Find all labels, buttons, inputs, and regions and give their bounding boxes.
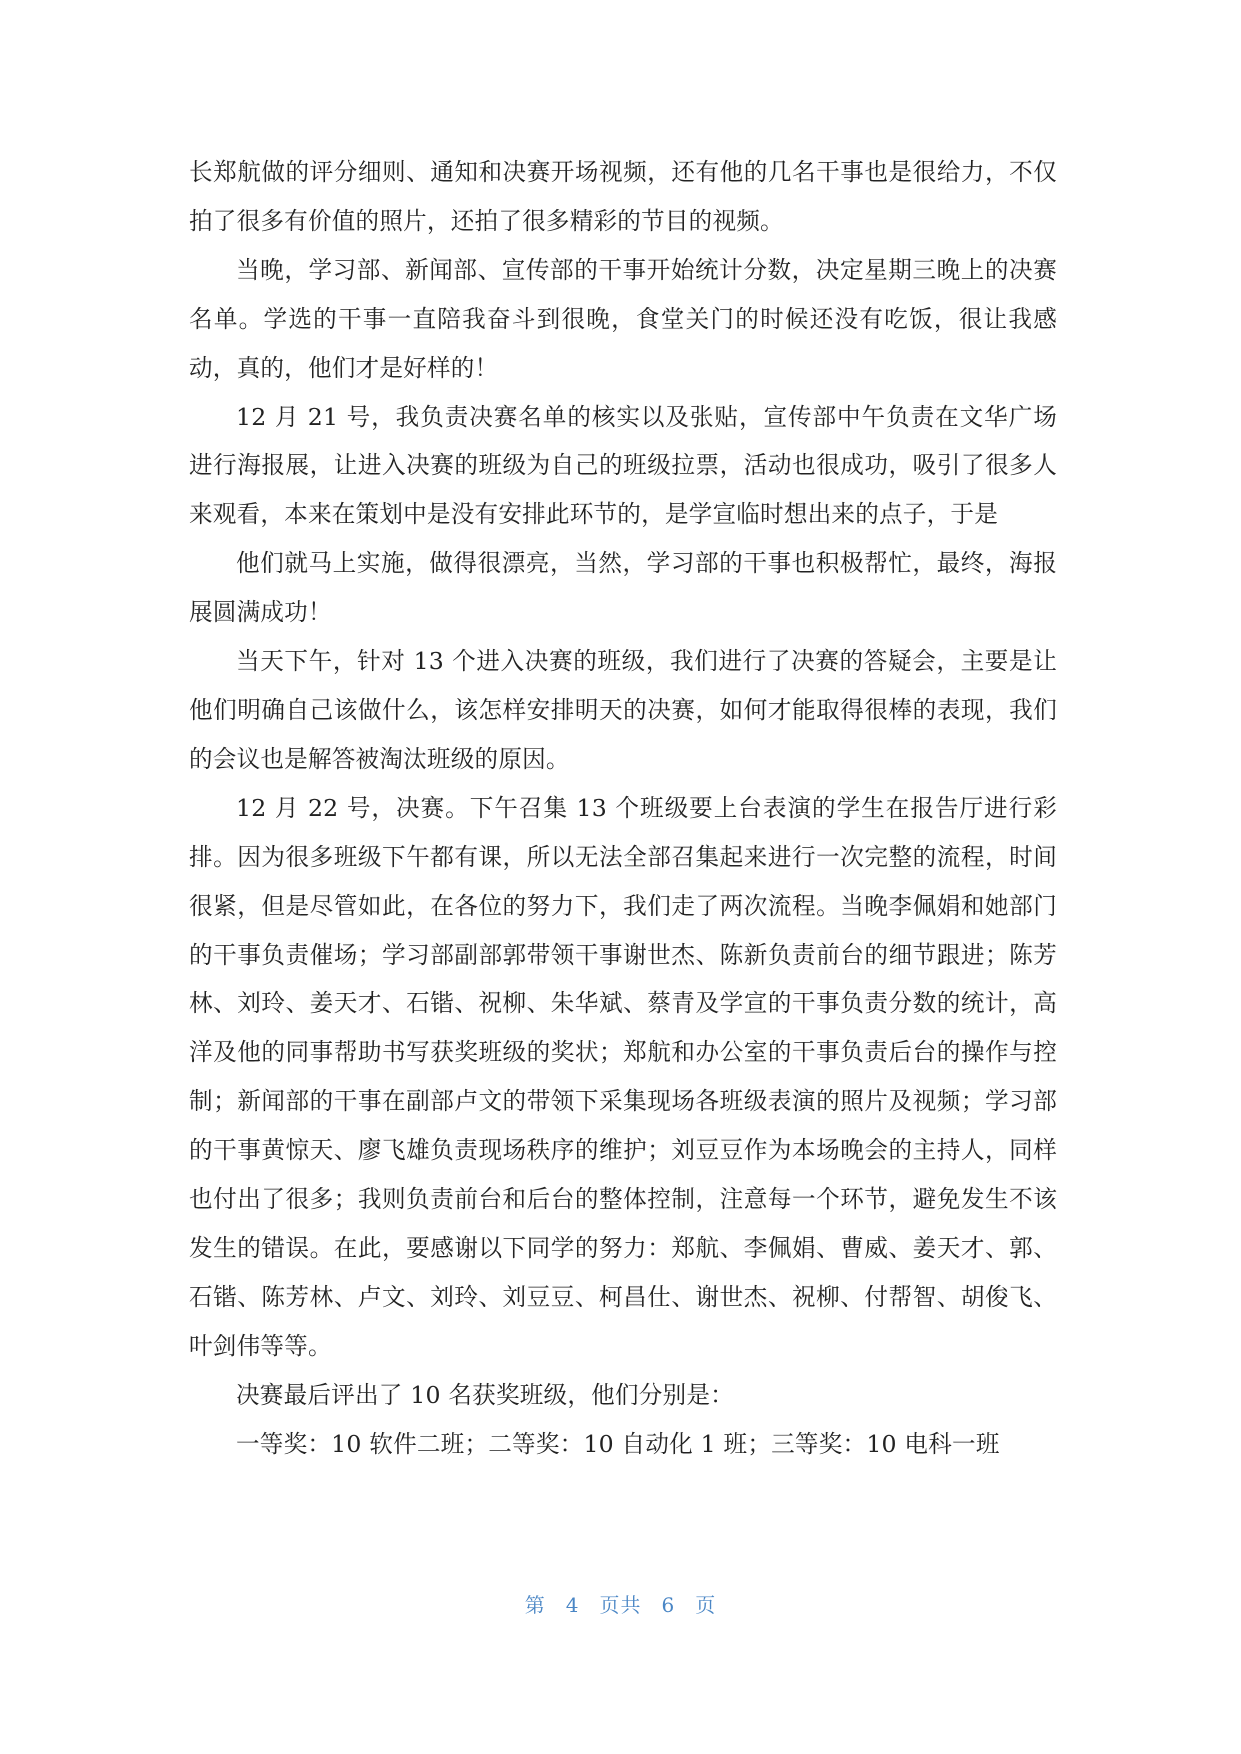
document-body	[189, 148, 1057, 1468]
page-label-suffix: 页	[695, 1593, 717, 1617]
paragraph-dec21-poster-show: 12 月 21 号，我负责决赛名单的核实以及张贴，宣传部中午负责在文华广场进行海报展，让进入决赛的班级为自己的班级拉票，活动也很成功，吸引了很多人来观看，本来在策划中是没有安排此环节的，是学宣临时想出来的点子，于是	[189, 402, 1057, 529]
paragraph-evening-scoring: 当晚，学习部、新闻部、宣传部的干事开始统计分数，决定星期三晚上的决赛名单。学选的干事一直陪我奋斗到很晚，食堂关门的时候还没有吃饭，很让我感动，真的，他们才是好样的！	[189, 255, 1057, 382]
paragraph-qa-meeting: 当天下午，针对 13 个进入决赛的班级，我们进行了决赛的答疑会，主要是让他们明确自己该做什么，该怎样安排明天的决赛，如何才能取得很棒的表现，我们的会议也是解答被淘汰班级的原因。	[189, 647, 1057, 773]
paragraph-results-intro: 决赛最后评出了 10 名获奖班级，他们分别是：	[236, 1380, 734, 1409]
page-footer	[0, 1589, 1241, 1618]
paragraph-poster-show-success: 他们就马上实施，做得很漂亮，当然，学习部的干事也积极帮忙，最终，海报展圆满成功！	[189, 549, 1057, 627]
page-label-mid: 页共	[599, 1593, 642, 1617]
paragraph-awards: 一等奖：10 软件二班；二等奖：10 自动化 1 班；三等奖：10 电科一班	[236, 1429, 1000, 1458]
paragraph-dec22-final: 12 月 22 号，决赛。下午召集 13 个班级要上台表演的学生在报告厅进行彩排。因为很多班级下午都有课，所以无法全部召集起来进行一次完整的流程，时间很紧，但是尽管如此，在各位的努力下，我们走了两次流程。当晚李佩娟和她部门的干事负责催场；学习部副部郭带领干事谢世杰、陈新负责前台的细节跟进；陈芳林、刘玲、姜天才、石锴、祝柳、朱华斌、蔡青及学宣的干事负责分数的统计，高洋及他的同事帮助书写获奖班级的奖状；郑航和办公室的干事负责后台的操作与控制；新闻部的干事在副部卢文的带领下采集现场各班级表演的照片及视频；学习部的干事黄惊天、廖飞雄负责现场秩序的维护；刘豆豆作为本场晚会的主持人，同样也付出了很多；我则负责前台和后台的整体控制，注意每一个环节，避免发生不该发生的错误。在此，要感谢以下同学的努力：郑航、李佩娟、曹威、姜天才、郭、石锴、陈芳林、卢文、刘玲、刘豆豆、柯昌仕、谢世杰、祝柳、付帮智、胡俊飞、叶剑伟等等。	[189, 793, 1057, 1360]
total-pages-number: 6	[661, 1593, 676, 1617]
page-label-prefix: 第	[524, 1593, 546, 1617]
paragraph-continuation: 长郑航做的评分细则、通知和决赛开场视频，还有他的几名干事也是很给力，不仅拍了很多有价值的照片，还拍了很多精彩的节目的视频。	[189, 158, 1057, 235]
current-page-number: 4	[565, 1593, 580, 1617]
